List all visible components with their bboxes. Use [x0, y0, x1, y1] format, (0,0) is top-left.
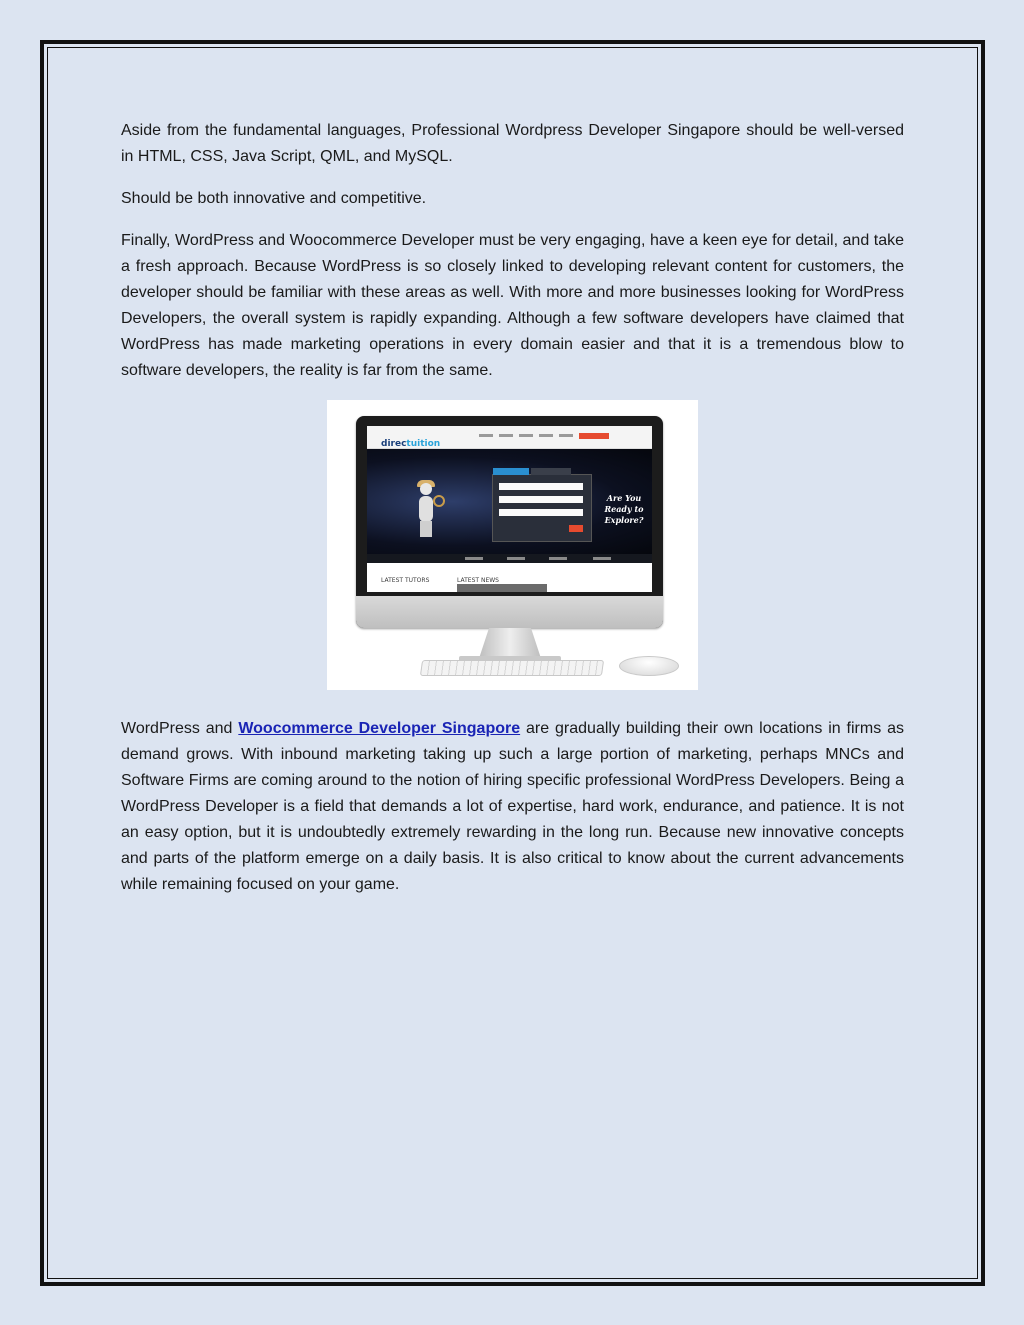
nav-item [479, 434, 493, 437]
info-item [507, 557, 525, 560]
explorer-legs [420, 521, 432, 537]
site-logo-accent: tuition [406, 439, 441, 449]
document-body [121, 118, 904, 914]
search-select [499, 496, 583, 503]
paragraph-languages: Aside from the fundamental languages, Professional Wordpress Developer Singapore should be well-versed in HTML, CSS, Java Script, QML, and MySQL. [121, 122, 904, 165]
keyboard-icon [420, 660, 604, 676]
paragraph-engaging: Finally, WordPress and Woocommerce Developer must be very engaging, have a keen eye for detail, and take a fresh approach. Because WordPress is so closely linked to developing relevant content for customers, the developer should be familiar with these areas as well. With more and more businesses looking for WordPress Developers, the overall system is rapidly expanding. Although a few software developers have claimed that WordPress has made marketing operations in every domain easier and that it is a tremendous blow to software developers, the reality is far from the same. [121, 232, 904, 379]
paragraph-woocommerce-lead: WordPress and [121, 720, 239, 737]
news-image [457, 584, 547, 592]
info-item [593, 557, 611, 560]
explorer-head [420, 483, 432, 495]
site-logo-main: direc [381, 439, 407, 449]
site-sections [367, 564, 652, 592]
search-select [499, 483, 583, 490]
search-select [499, 509, 583, 516]
nav-item [519, 434, 533, 437]
paragraph-innovative: Should be both innovative and competitive. [121, 190, 427, 207]
nav-item [539, 434, 553, 437]
site-nav [479, 434, 609, 439]
search-tab [531, 468, 571, 475]
site-hero [367, 449, 652, 554]
section-latest-news: LATEST NEWS [457, 568, 499, 592]
site-search-box [492, 474, 592, 542]
section-latest-tutors: LATEST TUTORS [381, 568, 429, 592]
magnifier-icon [433, 495, 445, 507]
woocommerce-developer-link[interactable]: Woocommerce Developer Singapore [238, 720, 521, 737]
monitor-screen [367, 426, 652, 592]
site-info-bar [367, 554, 652, 563]
nav-item [559, 434, 573, 437]
nav-cta-button [579, 433, 609, 439]
paragraph-woocommerce-rest: are gradually building their own locations in firms as demand grows. With inbound marketing taking up such a large portion of marketing, perhaps MNCs and Software Firms are coming around to the notion of hiring specific professional WordPress Developers. Being a WordPress Developer is a field that demands a lot of expertise, hard work, endurance, and patience. It is not an easy option, but it is undoubtedly extremely rewarding in the long run. Because new innovative concepts and parts of the platform emerge on a daily basis. It is also critical to know about the current advancements while remaining focused on your game. [121, 720, 905, 893]
mouse-icon [619, 656, 679, 676]
monitor-screenshot-image [327, 400, 698, 690]
hero-tagline: Are You Ready to Explore? [604, 493, 644, 525]
search-tab-active [493, 468, 529, 475]
explorer-figure-icon [415, 483, 437, 539]
info-item [549, 557, 567, 560]
monitor-chin [356, 596, 663, 628]
info-item [465, 557, 483, 560]
nav-item [499, 434, 513, 437]
paragraph-woocommerce [121, 716, 904, 898]
figure-container [121, 400, 904, 690]
explorer-body [419, 496, 433, 522]
search-go-button [569, 525, 583, 532]
site-header [367, 426, 652, 449]
